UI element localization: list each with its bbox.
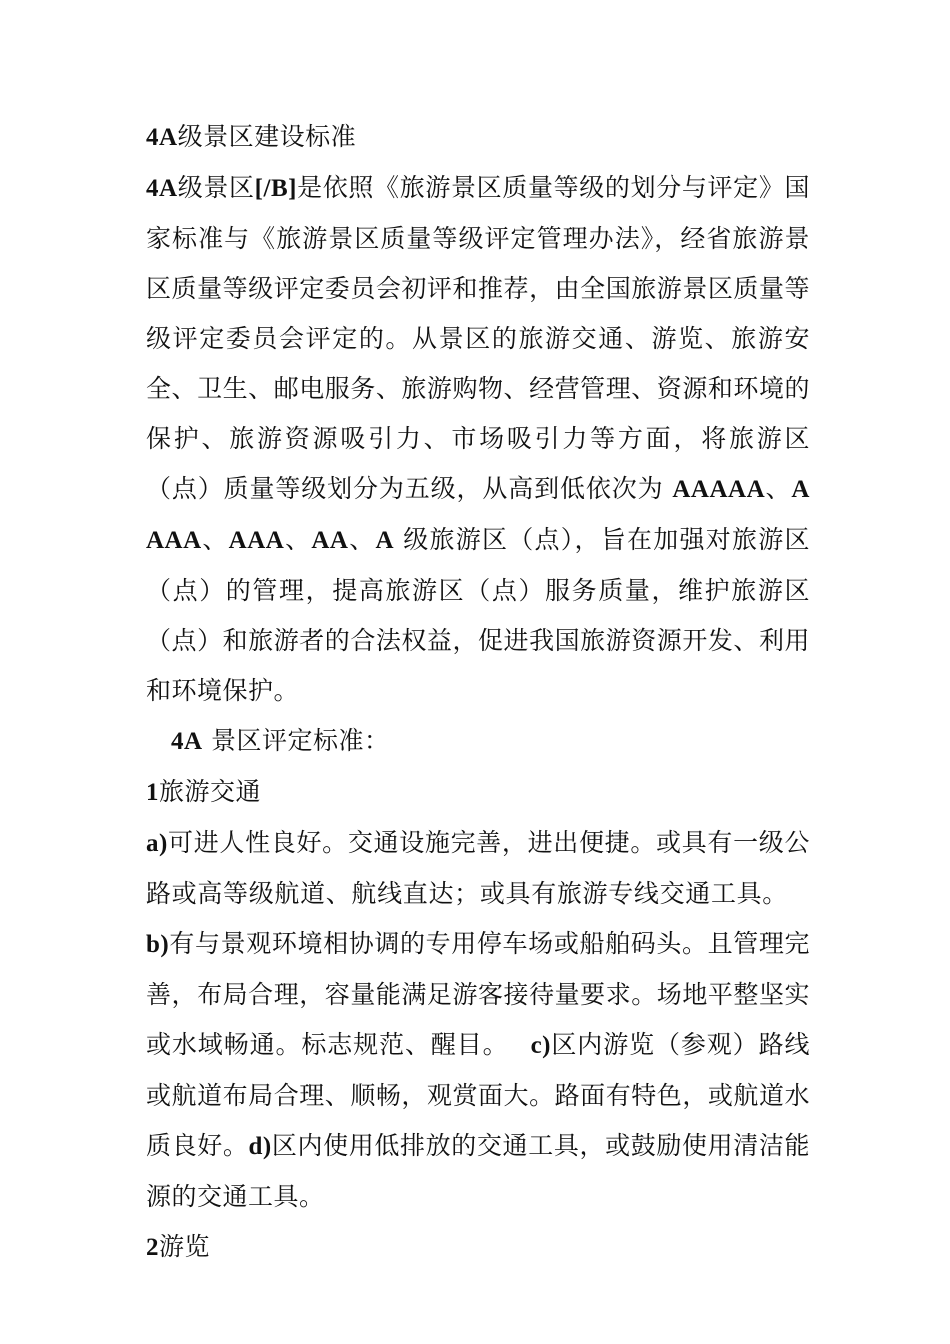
item-c-label: c) xyxy=(530,1032,551,1059)
intro-text-5: AAAAA xyxy=(672,476,766,503)
intro-text-3: [/B] xyxy=(254,175,297,202)
intro-text-4: 是依照《旅游景区质量等级的划分与评定》国家标准与《旅游景区质量等级评定管理办法》，经省旅游景区质量等级评定委员会初评和推荐，由全国旅游景区质量等级评定委员会评定的。从景区的旅游交通、游览、旅游安全、卫生、邮电服务、旅游购物、经营管理、资源和环境的保护、旅游资源吸引力、市场吸引力等方面，将旅游区（点）质量等级划分为五级，从高到低依次为 xyxy=(146,173,810,503)
intro-text-1: 4A xyxy=(146,175,178,202)
section-1-number: 1 xyxy=(146,779,159,806)
intro-text-7: AAAA xyxy=(146,476,810,554)
intro-text-14: 级旅游区（点），旨在加强对旅游区（点）的管理，提高旅游区（点）服务质量，维护旅游区（点）和旅游者的合法权益，促进我国旅游资源开发、利用和环境保护。 xyxy=(146,525,810,705)
intro-text-9: AAA xyxy=(228,527,285,554)
section-2-title: 游览 xyxy=(159,1232,211,1261)
document-title xyxy=(146,112,810,163)
intro-text-11: AA xyxy=(311,527,349,554)
item-d-text: 区内使用低排放的交通工具，或鼓励使用清洁能源的交通工具。 xyxy=(146,1131,810,1211)
section-2-heading xyxy=(146,1222,810,1273)
intro-text-8: 、 xyxy=(201,525,229,554)
title-text: 级景区建设标准 xyxy=(177,122,357,151)
item-a-label: a) xyxy=(146,830,168,857)
title-prefix: 4A xyxy=(146,124,178,151)
section-1-body xyxy=(146,818,810,1222)
item-d-label: d) xyxy=(248,1133,272,1160)
item-a-text: 可进人性良好。交通设施完善，进出便捷。或具有一级公路或高等级航道、航线直达；或具有旅游专线交通工具。 xyxy=(146,828,810,908)
item-b-label: b) xyxy=(146,931,170,958)
section-2-number: 2 xyxy=(146,1234,159,1261)
intro-text-10: 、 xyxy=(284,525,312,554)
intro-paragraph xyxy=(146,163,810,716)
item-c-text: 区内游览（参观）路线或航道布局合理、顺畅，观赏面大。路面有特色，或航道水质良好。 xyxy=(146,1030,810,1160)
criteria-prefix: 4A xyxy=(171,728,203,755)
criteria-text: 景区评定标准： xyxy=(211,726,390,755)
document-page xyxy=(146,112,810,1273)
section-1-title: 旅游交通 xyxy=(159,777,262,806)
intro-text-13: A xyxy=(375,527,395,554)
criteria-heading xyxy=(146,716,810,767)
section-1-heading xyxy=(146,767,810,818)
intro-text-2: 级景区 xyxy=(177,173,255,202)
item-b-text: 有与景观环境相协调的专用停车场或船舶码头。且管理完善，布局合理，容量能满足游客接待量要求。场地平整坚实或水域畅通。标志规范、醒目。 xyxy=(146,929,810,1059)
intro-text-6: 、 xyxy=(765,474,792,503)
intro-text-12: 、 xyxy=(348,525,376,554)
